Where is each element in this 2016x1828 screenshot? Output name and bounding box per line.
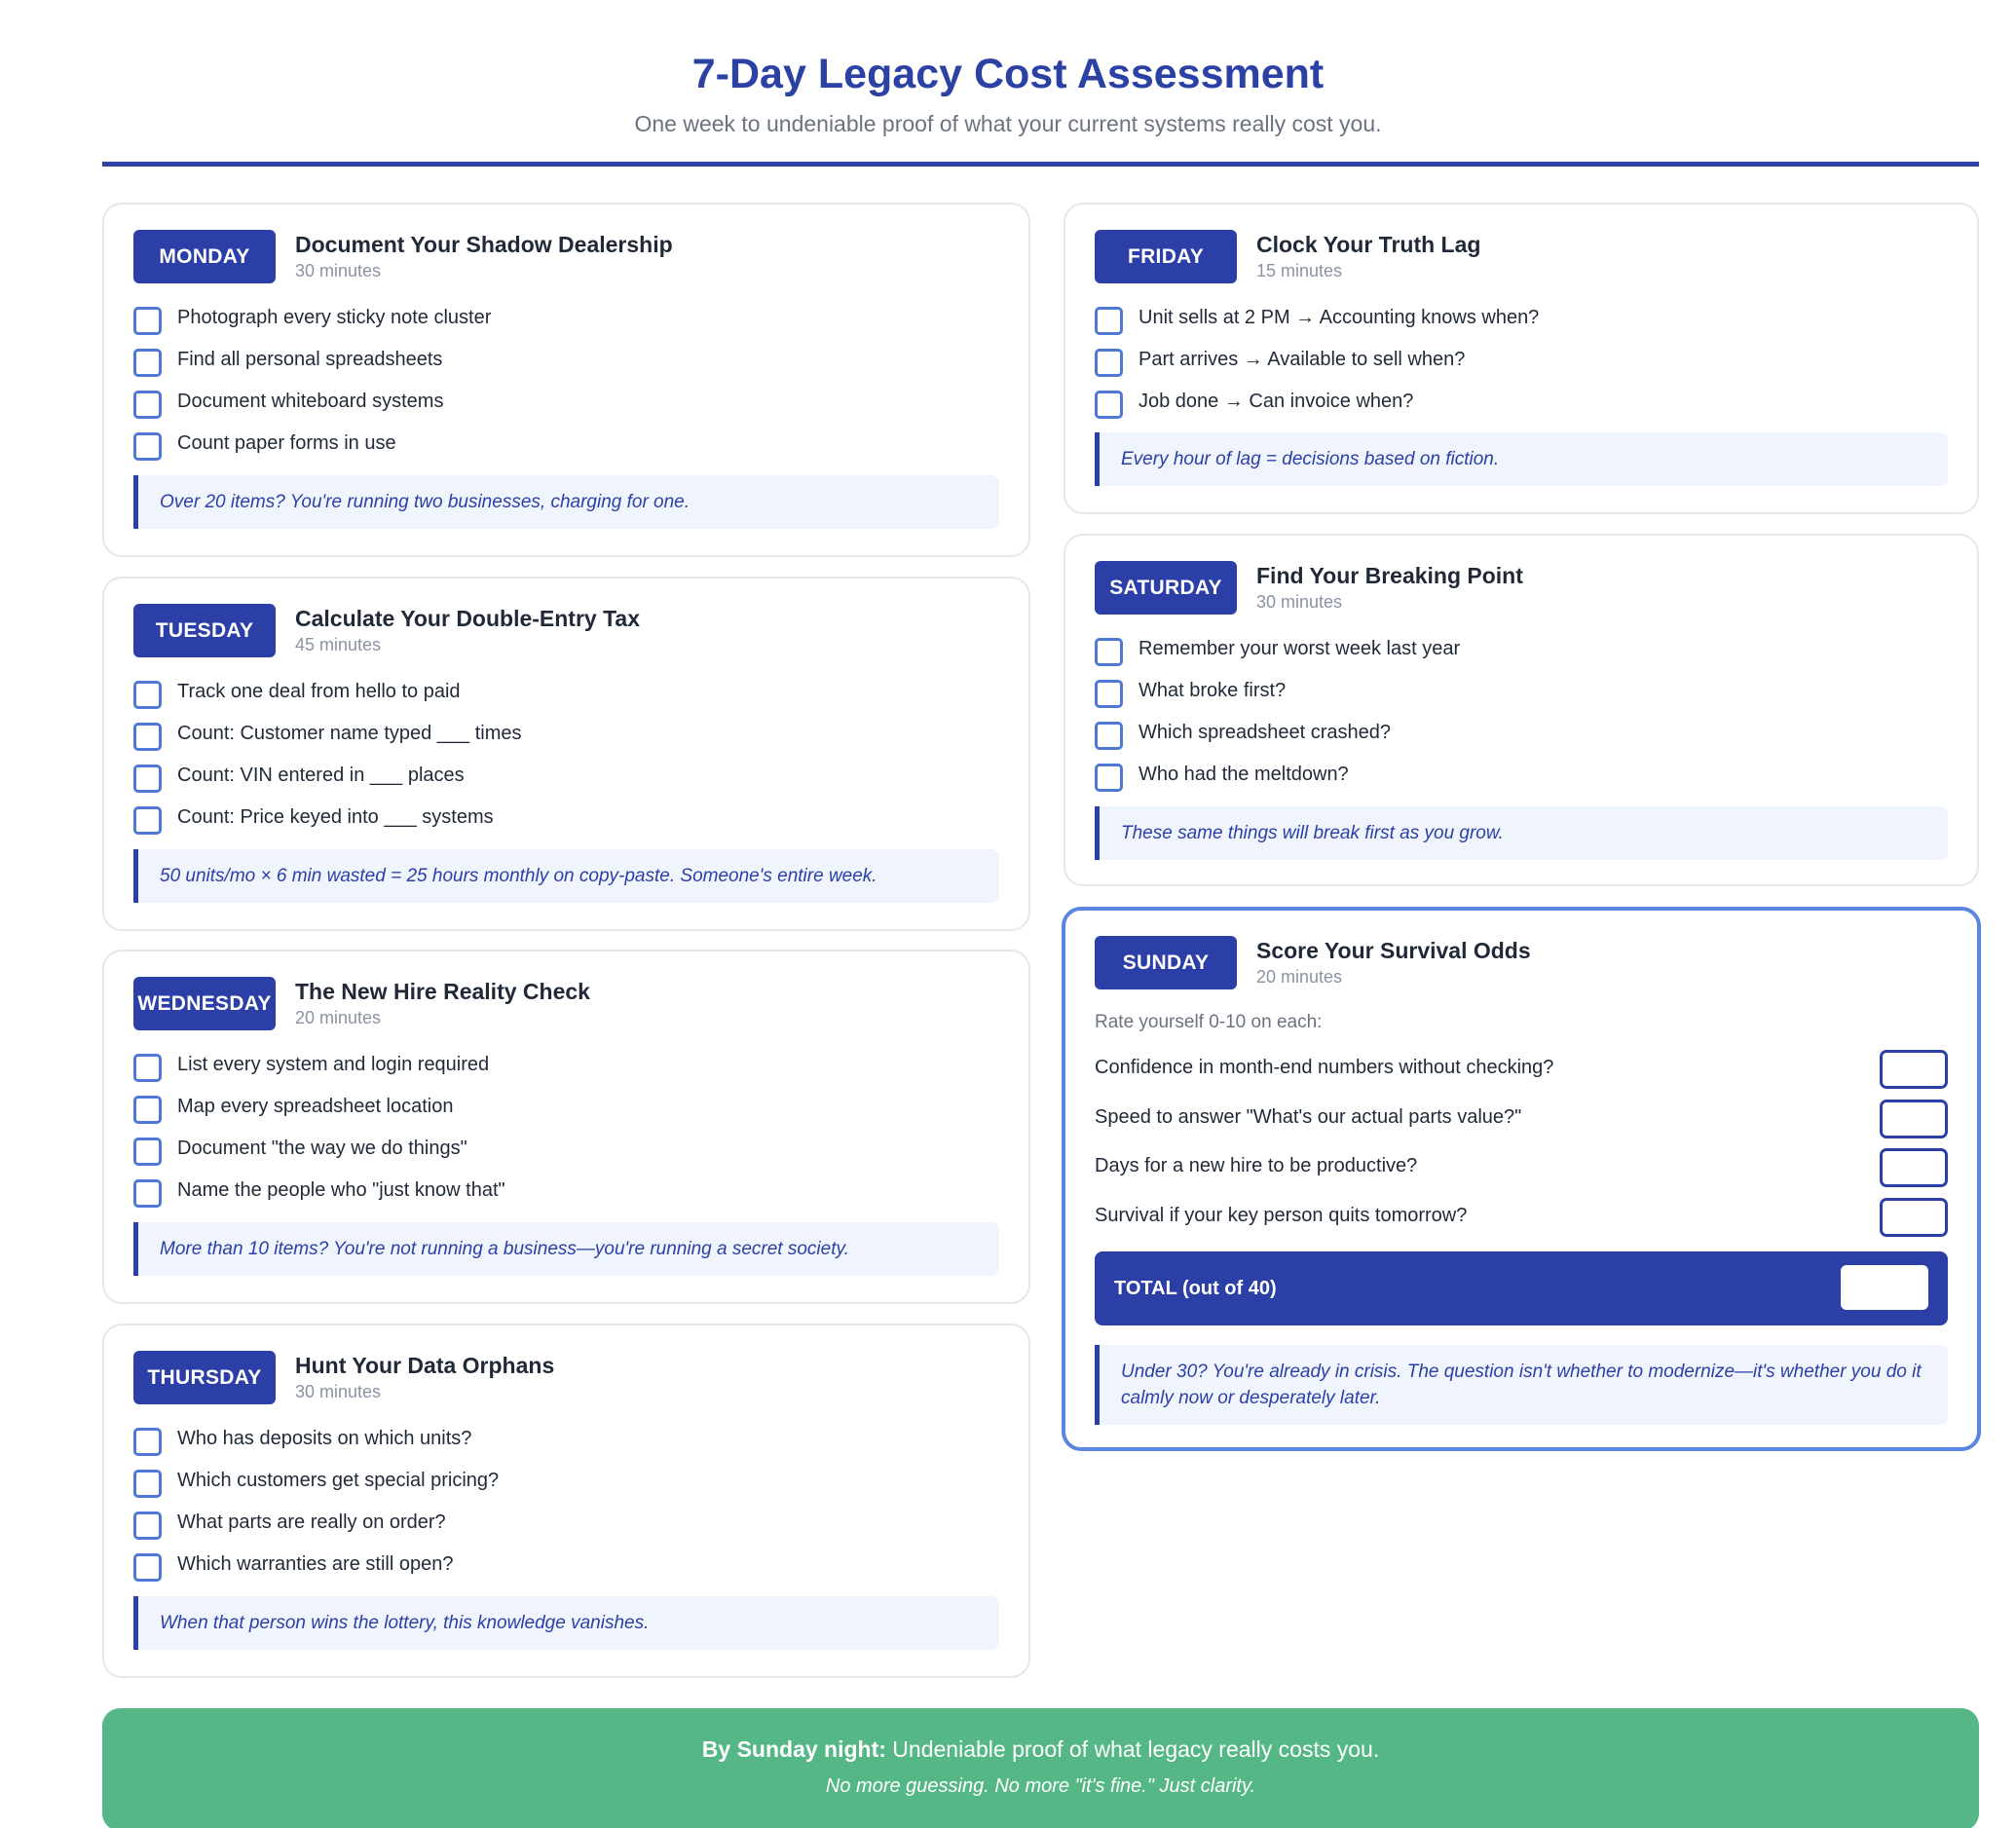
- insight-callout: When that person wins the lottery, this knowledge vanishes.: [133, 1596, 999, 1650]
- rating-question: Survival if your key person quits tomorrow?: [1095, 1205, 1468, 1226]
- day-badge: TUESDAY: [133, 604, 276, 657]
- card-saturday: [1064, 534, 1979, 886]
- card-duration: 30 minutes: [295, 261, 382, 280]
- checklist-item-label: Count: Customer name typed ___ times: [177, 723, 522, 744]
- day-badge: FRIDAY: [1095, 230, 1237, 283]
- rating-question: Days for a new hire to be productive?: [1095, 1155, 1418, 1176]
- checklist-item-label: List every system and login required: [177, 1054, 490, 1075]
- checklist-item-label: Count paper forms in use: [177, 432, 396, 454]
- checklist-item-label: Part arrives → Available to sell when?: [1139, 349, 1466, 370]
- checkbox[interactable]: [1095, 722, 1123, 750]
- footer-banner: [102, 1708, 1979, 1828]
- card-duration: 15 minutes: [1256, 261, 1343, 280]
- checklist-item-label: Who had the meltdown?: [1139, 764, 1349, 785]
- checklist-item-label: Who has deposits on which units?: [177, 1428, 472, 1449]
- footer-headline: [102, 1734, 1979, 1765]
- day-badge: MONDAY: [133, 230, 276, 283]
- checkbox[interactable]: [133, 1138, 162, 1166]
- card-monday: [102, 203, 1030, 557]
- card-sunday: [1062, 907, 1981, 1451]
- checkbox[interactable]: [133, 723, 162, 751]
- checklist-item-label: What broke first?: [1139, 680, 1287, 701]
- checkbox[interactable]: [133, 432, 162, 461]
- page-subtitle: One week to undeniable proof of what your current systems really cost you.: [634, 111, 1382, 136]
- insight-callout: Under 30? You're already in crisis. The question isn't whether to modernize—it's whether you do it calmly now or desperately later.: [1095, 1345, 1948, 1425]
- checkbox[interactable]: [133, 681, 162, 709]
- insight-callout: More than 10 items? You're not running a business—you're running a secret society.: [133, 1222, 999, 1276]
- footer-headline-bold: By Sunday night:: [701, 1736, 886, 1762]
- card-title: Calculate Your Double-Entry Tax: [295, 606, 641, 631]
- checkbox[interactable]: [133, 806, 162, 835]
- card-title: Document Your Shadow Dealership: [295, 232, 673, 257]
- footer-headline-text: Undeniable proof of what legacy really costs you.: [885, 1736, 1380, 1762]
- score-input[interactable]: [1880, 1198, 1948, 1237]
- card-title: The New Hire Reality Check: [295, 979, 590, 1004]
- checklist-item-label: Document whiteboard systems: [177, 391, 444, 412]
- rating-instructions: Rate yourself 0-10 on each:: [1095, 1012, 1323, 1032]
- day-badge: SUNDAY: [1095, 936, 1237, 989]
- header-divider: [102, 162, 1979, 167]
- card-duration: 45 minutes: [295, 635, 382, 654]
- score-input[interactable]: [1880, 1100, 1948, 1138]
- checklist-item-label: Remember your worst week last year: [1139, 638, 1461, 659]
- page-title: 7-Day Legacy Cost Assessment: [691, 51, 1325, 97]
- checklist-item-label: Find all personal spreadsheets: [177, 349, 443, 370]
- checkbox[interactable]: [133, 1470, 162, 1498]
- card-duration: 20 minutes: [295, 1008, 382, 1027]
- checklist-item-label: What parts are really on order?: [177, 1511, 446, 1533]
- checkbox[interactable]: [1095, 349, 1123, 377]
- card-wednesday: [102, 950, 1030, 1304]
- score-input[interactable]: [1880, 1148, 1948, 1187]
- insight-callout: Every hour of lag = decisions based on fiction.: [1095, 432, 1948, 486]
- checkbox[interactable]: [1095, 680, 1123, 708]
- insight-callout: 50 units/mo × 6 min wasted = 25 hours monthly on copy-paste. Someone's entire week.: [133, 849, 999, 903]
- checkbox[interactable]: [133, 1096, 162, 1124]
- rating-row: [1095, 1100, 1948, 1138]
- card-thursday: [102, 1324, 1030, 1678]
- rating-row: [1095, 1050, 1948, 1089]
- checklist-item-label: Which spreadsheet crashed?: [1139, 722, 1392, 743]
- total-label: TOTAL (out of 40): [1114, 1278, 1277, 1299]
- checklist-item-label: Job done → Can invoice when?: [1139, 391, 1414, 412]
- day-badge: WEDNESDAY: [133, 977, 276, 1030]
- checkbox[interactable]: [133, 1179, 162, 1208]
- checklist-item-label: Unit sells at 2 PM → Accounting knows when?: [1139, 307, 1540, 328]
- checkbox[interactable]: [1095, 638, 1123, 666]
- checkbox[interactable]: [133, 349, 162, 377]
- checkbox[interactable]: [133, 765, 162, 793]
- checkbox[interactable]: [133, 1511, 162, 1540]
- checkbox[interactable]: [133, 391, 162, 419]
- rating-row: [1095, 1148, 1948, 1187]
- card-duration: 30 minutes: [295, 1382, 382, 1401]
- card-title: Clock Your Truth Lag: [1256, 232, 1481, 257]
- checkbox[interactable]: [133, 307, 162, 335]
- checkbox[interactable]: [133, 1553, 162, 1582]
- checklist-item-label: Which customers get special pricing?: [177, 1470, 500, 1491]
- card-title: Score Your Survival Odds: [1256, 938, 1531, 963]
- card-duration: 30 minutes: [1256, 592, 1343, 612]
- checklist-item-label: Track one deal from hello to paid: [177, 681, 461, 702]
- checklist-item-label: Photograph every sticky note cluster: [177, 307, 492, 328]
- checklist-item-label: Count: Price keyed into ___ systems: [177, 806, 494, 828]
- insight-callout: These same things will break first as you grow.: [1095, 806, 1948, 860]
- checklist-item-label: Name the people who "just know that": [177, 1179, 505, 1201]
- score-input[interactable]: [1880, 1050, 1948, 1089]
- rating-row: [1095, 1198, 1948, 1237]
- checkbox[interactable]: [133, 1428, 162, 1456]
- total-score-input[interactable]: [1841, 1265, 1928, 1310]
- rating-question: Speed to answer "What's our actual parts value?": [1095, 1106, 1522, 1128]
- checkbox[interactable]: [133, 1054, 162, 1082]
- checkbox[interactable]: [1095, 391, 1123, 419]
- card-title: Hunt Your Data Orphans: [295, 1353, 555, 1378]
- day-badge: THURSDAY: [133, 1351, 276, 1404]
- card-tuesday: [102, 577, 1030, 931]
- card-title: Find Your Breaking Point: [1256, 563, 1523, 588]
- checkbox[interactable]: [1095, 307, 1123, 335]
- checklist-item-label: Map every spreadsheet location: [177, 1096, 454, 1117]
- insight-callout: Over 20 items? You're running two businesses, charging for one.: [133, 475, 999, 529]
- checklist-item-label: Which warranties are still open?: [177, 1553, 454, 1575]
- rating-question: Confidence in month-end numbers without checking?: [1095, 1057, 1554, 1078]
- card-duration: 20 minutes: [1256, 967, 1343, 987]
- checklist-item-label: Count: VIN entered in ___ places: [177, 765, 465, 786]
- checkbox[interactable]: [1095, 764, 1123, 792]
- footer-subline: No more guessing. No more "it's fine." Just clarity.: [825, 1775, 1256, 1797]
- total-score-bar: [1095, 1251, 1948, 1325]
- card-friday: [1064, 203, 1979, 514]
- day-badge: SATURDAY: [1095, 561, 1237, 615]
- checklist-item-label: Document "the way we do things": [177, 1138, 467, 1159]
